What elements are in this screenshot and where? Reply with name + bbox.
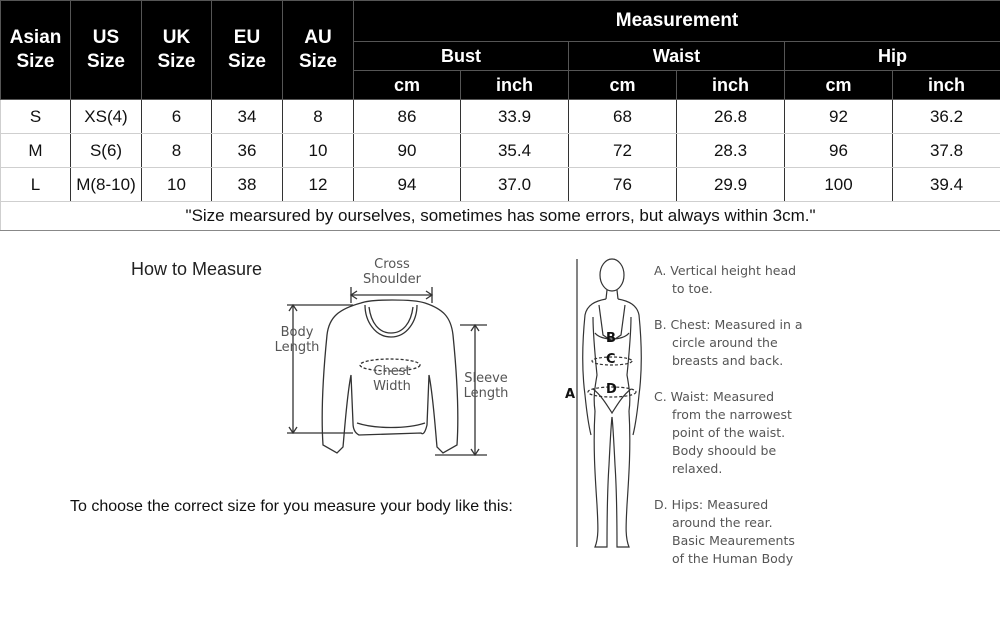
note-line: Basic Meaurements — [672, 533, 795, 548]
table-cell: 86 — [354, 100, 461, 134]
header-unit: inch — [677, 71, 785, 100]
note-line: point of the waist. — [672, 425, 786, 440]
body-length-label: Body Length — [274, 325, 320, 355]
table-cell: 12 — [283, 168, 354, 202]
table-cell: 8 — [142, 134, 212, 168]
table-cell: S — [1, 100, 71, 134]
header-eu-size: EU Size — [212, 1, 283, 100]
table-cell: 72 — [569, 134, 677, 168]
table-cell: 26.8 — [677, 100, 785, 134]
table-cell: 28.3 — [677, 134, 785, 168]
note-line: C. Waist: Measured — [654, 389, 775, 404]
table-cell: L — [1, 168, 71, 202]
measurement-notes — [654, 262, 854, 568]
header-us-size: US Size — [71, 1, 142, 100]
table-row — [1, 168, 1000, 202]
header-waist: Waist — [569, 42, 785, 71]
table-cell: 92 — [785, 100, 893, 134]
table-cell: 34 — [212, 100, 283, 134]
header-uk-size: UK Size — [142, 1, 212, 100]
letter-a: A — [565, 387, 576, 402]
body-figure-diagram — [565, 255, 665, 555]
note-item — [654, 262, 854, 298]
sleeve-length-label: Sleeve Length — [463, 371, 509, 401]
choose-size-instruction: To choose the correct size for you measure your body like this: — [70, 498, 513, 515]
note-line: of the Human Body — [672, 551, 794, 566]
table-cell: S(6) — [71, 134, 142, 168]
header-unit: inch — [893, 71, 1000, 100]
table-cell: 36 — [212, 134, 283, 168]
table-cell: 94 — [354, 168, 461, 202]
letter-d: D — [606, 382, 617, 397]
header-unit: cm — [354, 71, 461, 100]
table-cell: 68 — [569, 100, 677, 134]
note-line: around the rear. — [672, 515, 773, 530]
note-line: Body shoould be — [672, 443, 777, 458]
how-to-measure-title: How to Measure — [131, 259, 263, 279]
table-cell: 37.0 — [461, 168, 569, 202]
note-line: A. Vertical height head — [654, 263, 797, 278]
table-cell: 38 — [212, 168, 283, 202]
header-unit: cm — [785, 71, 893, 100]
letter-b: B — [606, 331, 616, 346]
header-unit: inch — [461, 71, 569, 100]
header-bust: Bust — [354, 42, 569, 71]
table-cell: 10 — [283, 134, 354, 168]
table-row — [1, 134, 1000, 168]
header-measurement: Measurement — [354, 1, 1000, 42]
size-chart-table — [0, 0, 1000, 231]
table-cell: 35.4 — [461, 134, 569, 168]
note-line: breasts and back. — [672, 353, 784, 368]
table-row — [1, 100, 1000, 134]
header-au-size: AU Size — [283, 1, 354, 100]
letter-c: C — [606, 352, 616, 367]
size-note: "Size mearsured by ourselves, sometimes has some errors, but always within 3cm." — [1, 202, 1000, 231]
note-item — [654, 316, 854, 370]
table-cell: 76 — [569, 168, 677, 202]
header-unit: cm — [569, 71, 677, 100]
cross-shoulder-label: Cross Shoulder — [363, 257, 421, 287]
table-cell: M(8-10) — [71, 168, 142, 202]
table-cell: 29.9 — [677, 168, 785, 202]
table-cell: M — [1, 134, 71, 168]
note-line: relaxed. — [672, 461, 723, 476]
table-cell: 39.4 — [893, 168, 1000, 202]
note-line: to toe. — [672, 281, 713, 296]
table-cell: 96 — [785, 134, 893, 168]
table-cell: 90 — [354, 134, 461, 168]
chest-width-label: Chest Width — [373, 364, 411, 394]
note-line: B. Chest: Measured in a — [654, 317, 803, 332]
note-item — [654, 388, 854, 478]
table-cell: 10 — [142, 168, 212, 202]
table-cell: XS(4) — [71, 100, 142, 134]
table-cell: 8 — [283, 100, 354, 134]
header-asian-size: Asian Size — [1, 1, 71, 100]
header-hip: Hip — [785, 42, 1000, 71]
note-item — [654, 496, 854, 568]
table-cell: 33.9 — [461, 100, 569, 134]
note-line: from the narrowest — [672, 407, 792, 422]
table-cell: 100 — [785, 168, 893, 202]
note-line: circle around the — [672, 335, 778, 350]
note-line: D. Hips: Measured — [654, 497, 769, 512]
table-cell: 36.2 — [893, 100, 1000, 134]
table-cell: 37.8 — [893, 134, 1000, 168]
table-cell: 6 — [142, 100, 212, 134]
